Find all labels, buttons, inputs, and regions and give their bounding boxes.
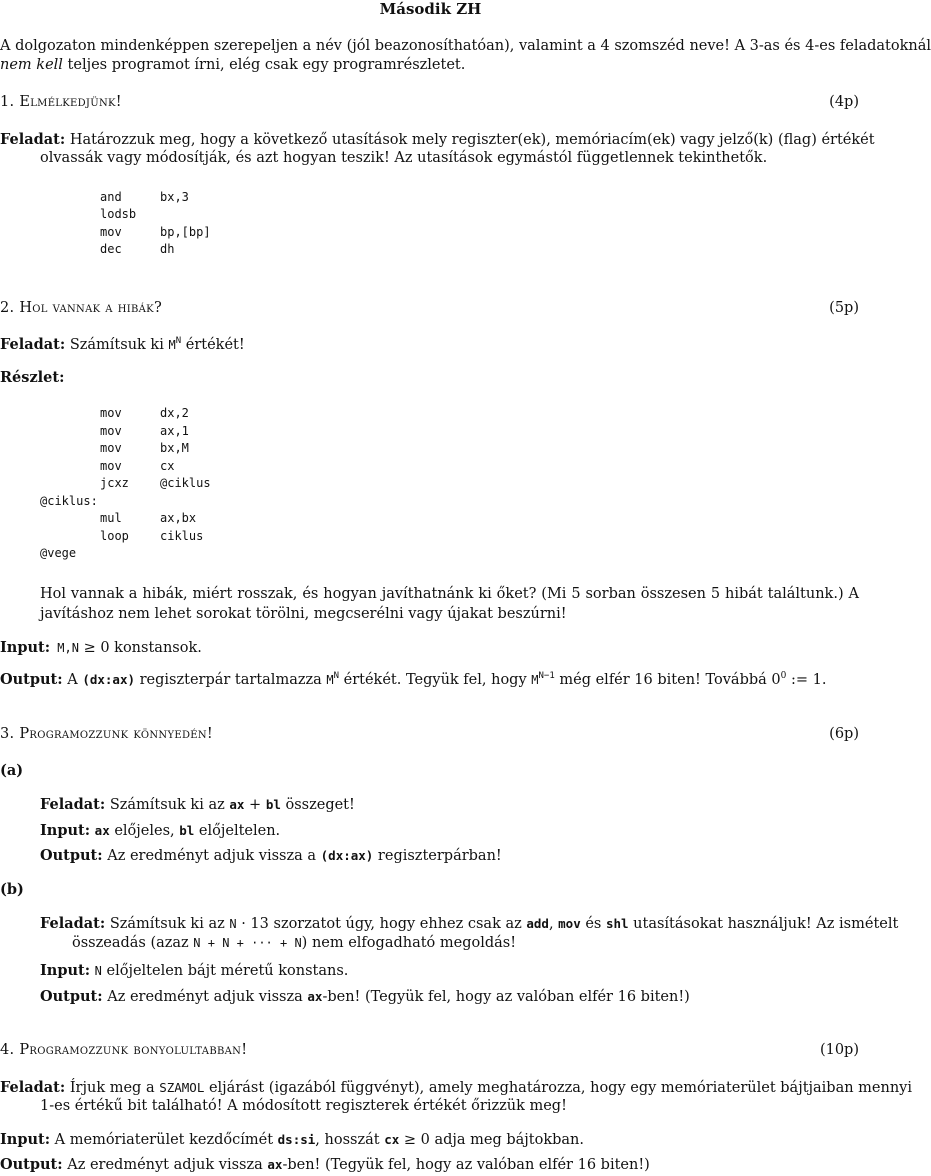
s3a-task	[40, 796, 355, 813]
s3b-task-pre: Számítsuk ki az	[105, 916, 230, 932]
s4-input-pre: A memóriaterület kezdőcímét	[50, 1132, 278, 1148]
s2-output-m1: M	[326, 673, 334, 687]
s3a-output-reg: (dx:ax)	[320, 848, 374, 863]
s3b-task-comma: ,	[548, 916, 559, 932]
code-op: and	[100, 190, 122, 204]
s2-task-pre: Számítsuk ki	[65, 337, 169, 353]
s4-output-post: -ben! (Tegyük fel, hogy az valóban elfér 16 biten!)	[282, 1157, 650, 1173]
code-arg: dx,2	[160, 406, 189, 420]
s3a-output-post: regiszterpárban!	[373, 848, 502, 864]
s3a-task-plus: +	[244, 797, 266, 813]
s4-input-c1: ds:si	[277, 1132, 316, 1147]
s3-part-a-label	[0, 762, 23, 779]
s3b-task-shl: shl	[605, 916, 629, 931]
s4-task-line-2: 1-es értékű bit található! A módosított regiszterek értékét őrizzük meg!	[40, 1098, 567, 1114]
s2-output-e2: N−1	[538, 671, 555, 681]
code-arg: cx	[160, 459, 175, 473]
s3a-task-pre: Számítsuk ki az	[105, 797, 230, 813]
section-4-points: (10p)	[819, 1042, 859, 1058]
intro-emphasis: nem kell	[0, 57, 63, 73]
s2-task-base: M	[168, 338, 176, 352]
s4-input	[0, 1131, 584, 1148]
s1-task-line-1	[0, 131, 875, 148]
s3b-task-add: add	[526, 916, 549, 931]
section-1-heading: 1. Elmélkedjünk!	[0, 94, 122, 110]
s2-desc-line-1: Hol vannak a hibák, miért rosszak, és hogyan javíthatnánk ki őket? (Mi 5 sorban összesen 5 hibát találtunk.) A	[40, 586, 859, 602]
s3b-task-mul: · 13 szorzatot úgy, hogy ehhez csak az	[236, 916, 527, 932]
code-op: loop	[100, 529, 129, 543]
s3b-task-l2-expr: N + N + ··· + N	[193, 936, 302, 950]
code-arg: bp,[bp]	[160, 225, 211, 239]
s3b-task-post: utasításokat használjuk! Az ismételt	[628, 916, 899, 932]
s2-task	[0, 336, 245, 353]
s3a-task-label: Feladat:	[40, 796, 106, 813]
s3-part-b-label	[0, 881, 24, 898]
section-1-points: (4p)	[829, 94, 859, 110]
s3-a-label-text: (a)	[0, 762, 24, 779]
code-op: dec	[100, 242, 122, 256]
s2-output-mid3: még elfér 16 biten! Továbbá 0	[554, 672, 781, 688]
code-arg: ciklus	[160, 529, 204, 543]
s2-output-end: := 1.	[786, 672, 827, 688]
s3a-task-post: összeget!	[280, 797, 355, 813]
s4-output-label: Output:	[0, 1156, 63, 1173]
s3b-task-n: N	[229, 917, 237, 931]
s3-b-label-text: (b)	[0, 881, 24, 898]
s3a-task-c2: bl	[265, 797, 281, 812]
s2-code-label-vege: @vege	[40, 546, 77, 560]
s2-task-exp: N	[175, 336, 182, 346]
intro-line-1: A dolgozaton mindenképpen szerepeljen a név (jól beazonosíthatóan), valamint a 4 szomszéd neve! A 3-as és 4-es feladatoknál	[0, 38, 931, 54]
code-arg: bx,M	[160, 441, 189, 455]
code-op: lodsb	[100, 207, 137, 221]
s4-input-post: ≥ 0 adja meg bájtokban.	[399, 1132, 584, 1148]
s4-task-post: eljárást (igazából függvényt), amely meghatározza, hogy egy memóriaterület bájtjaiban mennyi	[204, 1080, 913, 1096]
s3b-task-line-2	[72, 935, 516, 951]
s1-task-line-2: olvassák vagy módosítják, és azt hogyan teszik! Az utasítások egymástól függetlennek tekinthetők.	[40, 150, 768, 166]
s3a-input-label: Input:	[40, 822, 91, 839]
s3b-input-rest: előjeltelen bájt méretű konstans.	[101, 963, 349, 979]
section-2-heading: 2. Hol vannak a hibák?	[0, 300, 163, 316]
s2-output-mid1: regiszterpár tartalmazza	[135, 672, 327, 688]
s2-task-post: értékét!	[181, 337, 245, 353]
s1-task-text-1: Határozzuk meg, hogy a következő utasítások mely regiszter(ek), memóriacím(ek) vagy jelző(k) (flag) értékét	[65, 132, 875, 148]
s2-reszlet-label	[0, 369, 64, 386]
s3a-input-t2: előjeltelen.	[194, 823, 281, 839]
s3b-task-l2-post: ) nem elfogadható megoldás!	[301, 935, 517, 951]
s3b-task-es: és	[580, 916, 606, 932]
s4-task-line-1	[0, 1079, 913, 1096]
s2-output	[0, 671, 826, 688]
s4-task-name: SZAMOL	[159, 1080, 205, 1095]
s3a-input-c1: ax	[94, 823, 110, 838]
s2-code-label-ciklus: @ciklus:	[40, 494, 98, 508]
section-4-heading: 4. Programozzunk bonyolultabban!	[0, 1042, 248, 1058]
s3a-input-c2: bl	[179, 823, 195, 838]
s4-input-mid: , hosszát	[315, 1132, 385, 1148]
code-arg: @ciklus	[160, 476, 211, 490]
s4-task-label: Feladat:	[0, 1079, 66, 1096]
s2-input	[0, 639, 202, 656]
s2-input-code: M,N	[50, 641, 79, 655]
s2-output-label: Output:	[0, 671, 63, 688]
code-arg: ax,bx	[160, 511, 197, 525]
page-title: Második ZH	[379, 0, 482, 18]
s3b-output-label: Output:	[40, 988, 103, 1005]
s3a-input	[40, 822, 280, 839]
code-op: mov	[100, 441, 122, 455]
s4-input-c2: cx	[384, 1132, 400, 1147]
code-arg: ax,1	[160, 424, 189, 438]
s3a-output	[40, 847, 502, 864]
s2-output-pre: A	[62, 672, 83, 688]
s4-output-pre: Az eredményt adjuk vissza	[62, 1157, 268, 1173]
s1-task-label: Feladat:	[0, 131, 66, 148]
s3b-output-reg: ax	[307, 989, 323, 1004]
code-arg: bx,3	[160, 190, 189, 204]
s3a-input-t1: előjeles,	[109, 823, 180, 839]
s2-reszlet-text: Részlet:	[0, 369, 65, 386]
code-op: mov	[100, 424, 122, 438]
s3b-task-mov: mov	[558, 916, 581, 931]
code-op: jcxz	[100, 476, 129, 490]
s3b-output-post: -ben! (Tegyük fel, hogy az valóban elfér 16 biten!)	[322, 989, 690, 1005]
s2-output-reg: (dx:ax)	[82, 672, 135, 687]
code-op: mul	[100, 511, 122, 525]
s3a-output-label: Output:	[40, 847, 103, 864]
s3a-output-pre: Az eredményt adjuk vissza a	[102, 848, 321, 864]
s3b-output	[40, 988, 690, 1005]
s2-task-label: Feladat:	[0, 336, 66, 353]
s4-output	[0, 1156, 650, 1173]
s2-input-label: Input:	[0, 639, 51, 656]
s3a-task-c1: ax	[229, 797, 245, 812]
s2-output-e3: 0	[780, 671, 787, 681]
code-op: mov	[100, 225, 122, 239]
section-3-points: (6p)	[829, 726, 859, 742]
intro-line-2	[0, 57, 465, 73]
s3b-input-label: Input:	[40, 962, 91, 979]
code-op: mov	[100, 459, 122, 473]
s3b-output-pre: Az eredményt adjuk vissza	[102, 989, 308, 1005]
s3b-task-l2-pre: összeadás (azaz	[72, 935, 194, 951]
s2-desc-line-2: javításhoz nem lehet sorokat törölni, megcserélni vagy újakat beszúrni!	[40, 606, 567, 622]
s2-output-mid2: értékét. Tegyük fel, hogy	[339, 672, 532, 688]
s4-output-reg: ax	[267, 1157, 283, 1172]
s2-input-rest: ≥ 0 konstansok.	[78, 640, 202, 656]
section-3-heading: 3. Programozzunk könnyedén!	[0, 726, 214, 742]
s2-output-e1: N	[333, 671, 340, 681]
s3b-input-n: N	[94, 964, 102, 978]
intro-line-2-rest: teljes programot írni, elég csak egy programrészletet.	[62, 57, 466, 73]
code-op: mov	[100, 406, 122, 420]
s3b-input	[40, 962, 348, 979]
s3b-task-label: Feladat:	[40, 915, 106, 932]
s2-output-m2: M	[531, 673, 539, 687]
s4-task-pre: Írjuk meg a	[65, 1080, 160, 1096]
s3b-task-line-1	[40, 915, 899, 932]
code-arg: dh	[160, 242, 175, 256]
s4-input-label: Input:	[0, 1131, 51, 1148]
section-2-points: (5p)	[829, 300, 859, 316]
